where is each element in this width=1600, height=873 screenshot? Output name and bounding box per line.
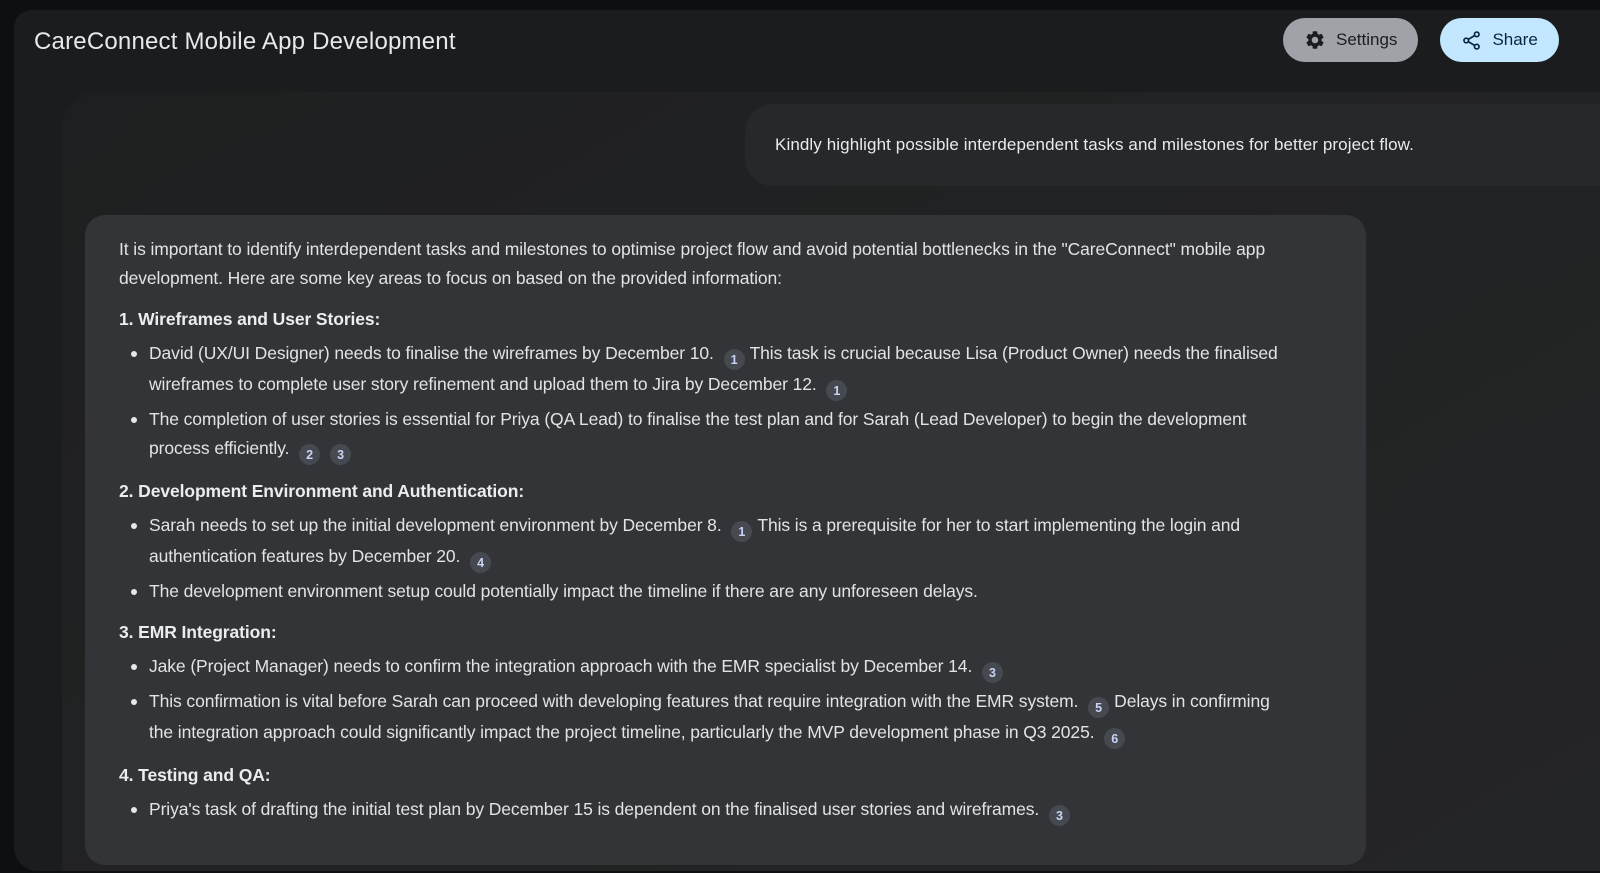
citation-chip[interactable]: 3	[330, 444, 351, 465]
bullet-text: The completion of user stories is essential for Priya (QA Lead) to finalise the test plan and for Sarah (Lead Developer) to begin the development process efficiently. 2 3	[149, 409, 1246, 458]
citation-chip[interactable]: 4	[470, 552, 491, 573]
page-title: CareConnect Mobile App Development	[34, 28, 456, 55]
bullet-dot	[131, 807, 137, 813]
user-message-bubble	[745, 104, 1600, 186]
section-heading: 2. Development Environment and Authentication:	[119, 481, 525, 501]
citation-chip[interactable]: 3	[982, 662, 1003, 683]
bullet-list	[119, 511, 1332, 606]
settings-button-label: Settings	[1336, 30, 1398, 49]
bullet-dot	[131, 417, 137, 423]
citation-chip[interactable]: 6	[1104, 728, 1125, 749]
citation-chip[interactable]: 2	[299, 444, 320, 465]
gear-icon	[1304, 29, 1326, 51]
bullet-item	[119, 652, 1294, 683]
bullet-dot	[131, 351, 137, 357]
section-heading: 1. Wireframes and User Stories:	[119, 309, 381, 329]
bullet-dot	[131, 523, 137, 529]
assistant-response-card	[85, 215, 1366, 865]
header-actions	[1283, 18, 1559, 62]
bullet-text: The development environment setup could potentially impact the timeline if there are any unforeseen delays.	[149, 581, 978, 601]
section-heading: 3. EMR Integration:	[119, 622, 277, 642]
share-button-label: Share	[1492, 30, 1538, 49]
settings-button[interactable]	[1283, 18, 1418, 62]
bullet-item	[119, 577, 1294, 606]
bullet-text: Priya's task of drafting the initial test plan by December 15 is dependent on the finalised user stories and wireframes. 3	[149, 799, 1075, 819]
bullet-text: David (UX/UI Designer) needs to finalise the wireframes by December 10. 1 This task is crucial because Lisa (Product Owner) needs the finalised wireframes to complete user story refinement and upload them to Jira by December 12. 1	[149, 343, 1278, 394]
bullet-item	[119, 511, 1294, 573]
bullet-text: This confirmation is vital before Sarah can proceed with developing features that require integration with the EMR system. 5 Delays in confirming the integration approach could significantly impact the project timeline, particularly the MVP development phase in Q3 2025. 6	[149, 691, 1270, 742]
response-sections	[119, 305, 1332, 826]
citation-chip[interactable]: 1	[826, 380, 847, 401]
bullet-dot	[131, 699, 137, 705]
citation-chip[interactable]: 1	[724, 349, 745, 370]
section-heading: 4. Testing and QA:	[119, 765, 271, 785]
bullet-item	[119, 687, 1294, 749]
citation-chip[interactable]: 3	[1049, 805, 1070, 826]
bullet-dot	[131, 664, 137, 670]
bullet-item	[119, 339, 1294, 401]
bullet-list	[119, 795, 1332, 826]
response-intro: It is important to identify interdependent tasks and milestones to optimise project flow and avoid potential bottlenecks in the "CareConnect" mobile app development. Here are some key areas to focus on based on the provided information:	[119, 239, 1266, 288]
user-message-text: Kindly highlight possible interdependent tasks and milestones for better project flow.	[775, 135, 1414, 154]
bullet-text: Sarah needs to set up the initial development environment by December 8. 1 This is a prerequisite for her to start implementing the login and authentication features by December 20. 4	[149, 515, 1240, 566]
citation-chip[interactable]: 5	[1088, 697, 1109, 718]
bullet-text: Jake (Project Manager) needs to confirm the integration approach with the EMR specialist by December 14. 3	[149, 656, 1008, 676]
bullet-item	[119, 405, 1294, 465]
citation-chip[interactable]: 1	[731, 521, 752, 542]
bullet-dot	[131, 589, 137, 595]
bullet-item	[119, 795, 1294, 826]
bullet-list	[119, 652, 1332, 749]
share-button[interactable]	[1440, 18, 1558, 62]
bullet-list	[119, 339, 1332, 465]
share-icon	[1461, 30, 1482, 51]
